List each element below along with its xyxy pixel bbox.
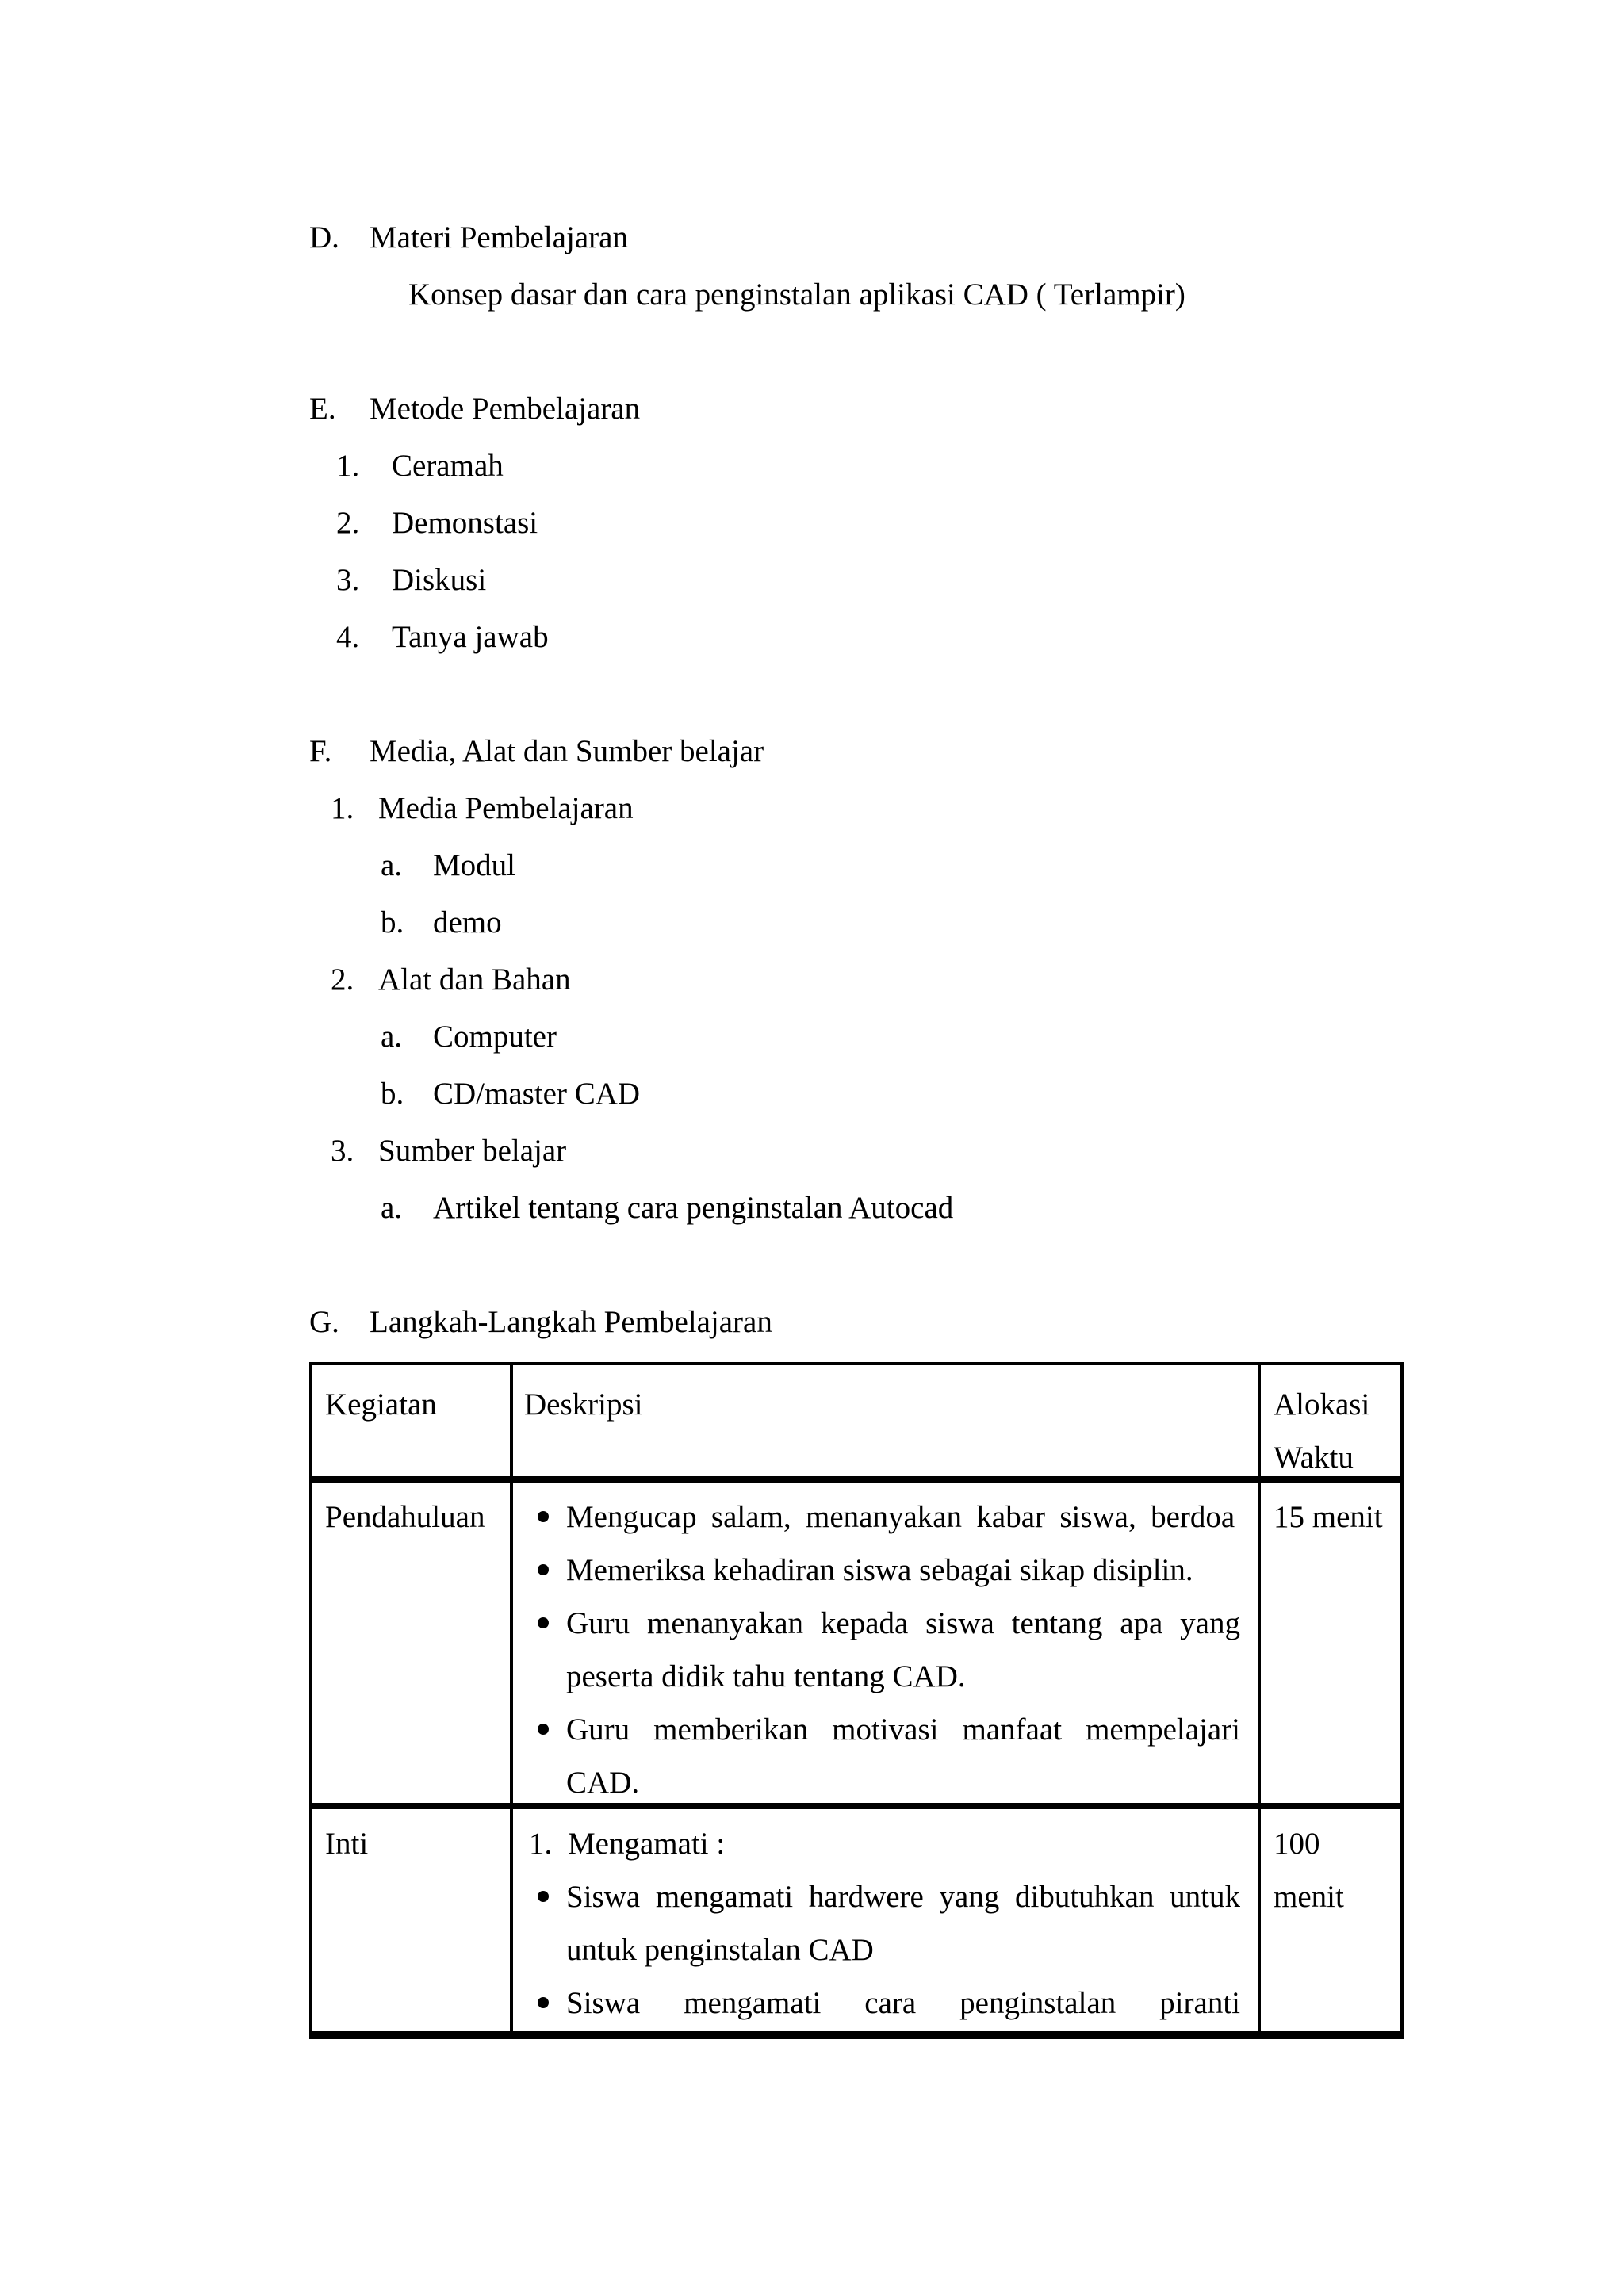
waktu-line: 15 menit [1274,1500,1383,1534]
cell-deskripsi [513,1483,1261,1803]
section-title: Langkah-Langkah Pembelajaran [370,1305,772,1339]
header-label-line: Waktu [1274,1441,1354,1475]
section-media [309,723,1404,1237]
list-item [336,495,1404,552]
item-number: 1. [529,1827,553,1861]
kegiatan-label: Inti [325,1827,369,1861]
sub-list-item [381,837,1404,894]
list-item [331,780,1404,837]
section-media-heading [309,723,1404,780]
item-number: 2. [331,962,354,997]
section-materi-heading [309,209,1404,266]
section-title: Media, Alat dan Sumber belajar [370,734,764,768]
cell-alokasi-waktu [1261,1483,1400,1803]
header-label: Kegiatan [325,1387,437,1422]
document-content [309,209,1404,2039]
item-number: 4. [336,620,360,654]
header-cell-kegiatan [312,1365,513,1476]
item-label: Diskusi [392,563,487,597]
item-label: CD/master CAD [433,1077,641,1111]
header-label-line: Alokasi [1274,1387,1370,1422]
section-letter: G. [309,1305,339,1339]
list-item [336,438,1404,495]
section-letter: D. [309,220,339,254]
item-label: Ceramah [392,449,504,483]
langkah-table [309,1362,1404,2039]
section-langkah-heading [309,1294,1404,1351]
item-letter: b. [381,905,404,939]
section-letter: F. [309,734,332,768]
waktu-line: 100 [1274,1827,1320,1861]
item-number: 3. [336,563,360,597]
section-title: Metode Pembelajaran [370,392,641,426]
blank-line [309,1237,1404,1294]
section-metode-heading [309,381,1404,438]
header-label: Deskripsi [524,1387,643,1422]
bullet-text-line: CAD. [566,1766,640,1800]
blank-line [309,666,1404,723]
bullet-icon [536,1490,566,1544]
section-materi [309,209,1404,323]
bullet-text-line: untuk penginstalan CAD [566,1933,874,1967]
sub-list-item [381,1180,1404,1237]
waktu-line: menit [1274,1880,1344,1914]
blank-line [309,323,1404,381]
list-item [336,609,1404,666]
table-row-inti [312,1809,1400,2031]
bullet-item [536,1703,1240,1809]
bullet-item [536,1490,1240,1544]
item-letter: a. [381,1191,403,1225]
item-label: Alat dan Bahan [378,962,571,997]
item-label: Tanya jawab [392,620,549,654]
bullet-icon [536,1976,566,2030]
bullet-icon [536,1703,566,1809]
bullet-text-line: Siswa mengamati cara penginstalan piranti [566,1986,1240,2020]
section-title: Materi Pembelajaran [370,220,628,254]
bullet-item [536,1597,1240,1703]
item-letter: a. [381,848,403,882]
kegiatan-label: Pendahuluan [325,1500,485,1534]
item-label: Sumber belajar [378,1134,567,1168]
bullet-text-line: Mengucap salam, menanyakan kabar siswa, berdoa [566,1500,1235,1534]
cell-kegiatan [312,1809,513,2031]
bullet-text-line: Memeriksa kehadiran siswa sebagai sikap disiplin. [566,1553,1193,1587]
item-number: 2. [336,506,360,540]
section-metode [309,381,1404,666]
materi-body-text: Konsep dasar dan cara penginstalan aplikasi CAD ( Terlampir) [408,277,1185,312]
list-item [331,951,1404,1008]
item-label: Artikel tentang cara penginstalan Autocad [433,1191,954,1225]
bullet-text-line: peserta didik tahu tentang CAD. [566,1659,966,1693]
sub-list-item [381,894,1404,951]
cell-alokasi-waktu [1261,1809,1400,2031]
item-label: Media Pembelajaran [378,791,634,825]
bullet-text-line: Guru menanyakan kepada siswa tentang apa yang [566,1606,1240,1640]
table-header-row [312,1365,1400,1483]
section-letter: E. [309,392,336,426]
item-label: Computer [433,1020,557,1054]
header-cell-deskripsi [513,1365,1261,1476]
item-letter: b. [381,1077,404,1111]
bullet-icon [536,1544,566,1597]
list-item [336,552,1404,609]
header-cell-alokasi-waktu [1261,1365,1400,1476]
list-item [331,1123,1404,1180]
item-number: 1. [331,791,354,825]
bullet-text-line: Guru memberikan motivasi manfaat mempelajari [566,1712,1240,1747]
sub-list-item [381,1008,1404,1066]
section-langkah [309,1294,1404,2039]
cell-kegiatan [312,1483,513,1803]
item-label: demo [433,905,502,939]
bullet-item [536,1544,1240,1597]
item-label: Mengamati : [568,1827,726,1861]
bullet-item [536,1976,1240,2030]
bullet-text-line: Siswa mengamati hardwere yang dibutuhkan untuk [566,1880,1240,1914]
bullet-item [536,1870,1240,1976]
item-number: 3. [331,1134,354,1168]
item-number: 1. [336,449,360,483]
item-label: Modul [433,848,516,882]
numbered-item [529,1817,1240,1870]
item-letter: a. [381,1020,403,1054]
item-label: Demonstasi [392,506,538,540]
table-row-pendahuluan [312,1483,1400,1809]
sub-list-item [381,1066,1404,1123]
bullet-icon [536,1870,566,1976]
cell-deskripsi [513,1809,1261,2031]
bullet-icon [536,1597,566,1703]
